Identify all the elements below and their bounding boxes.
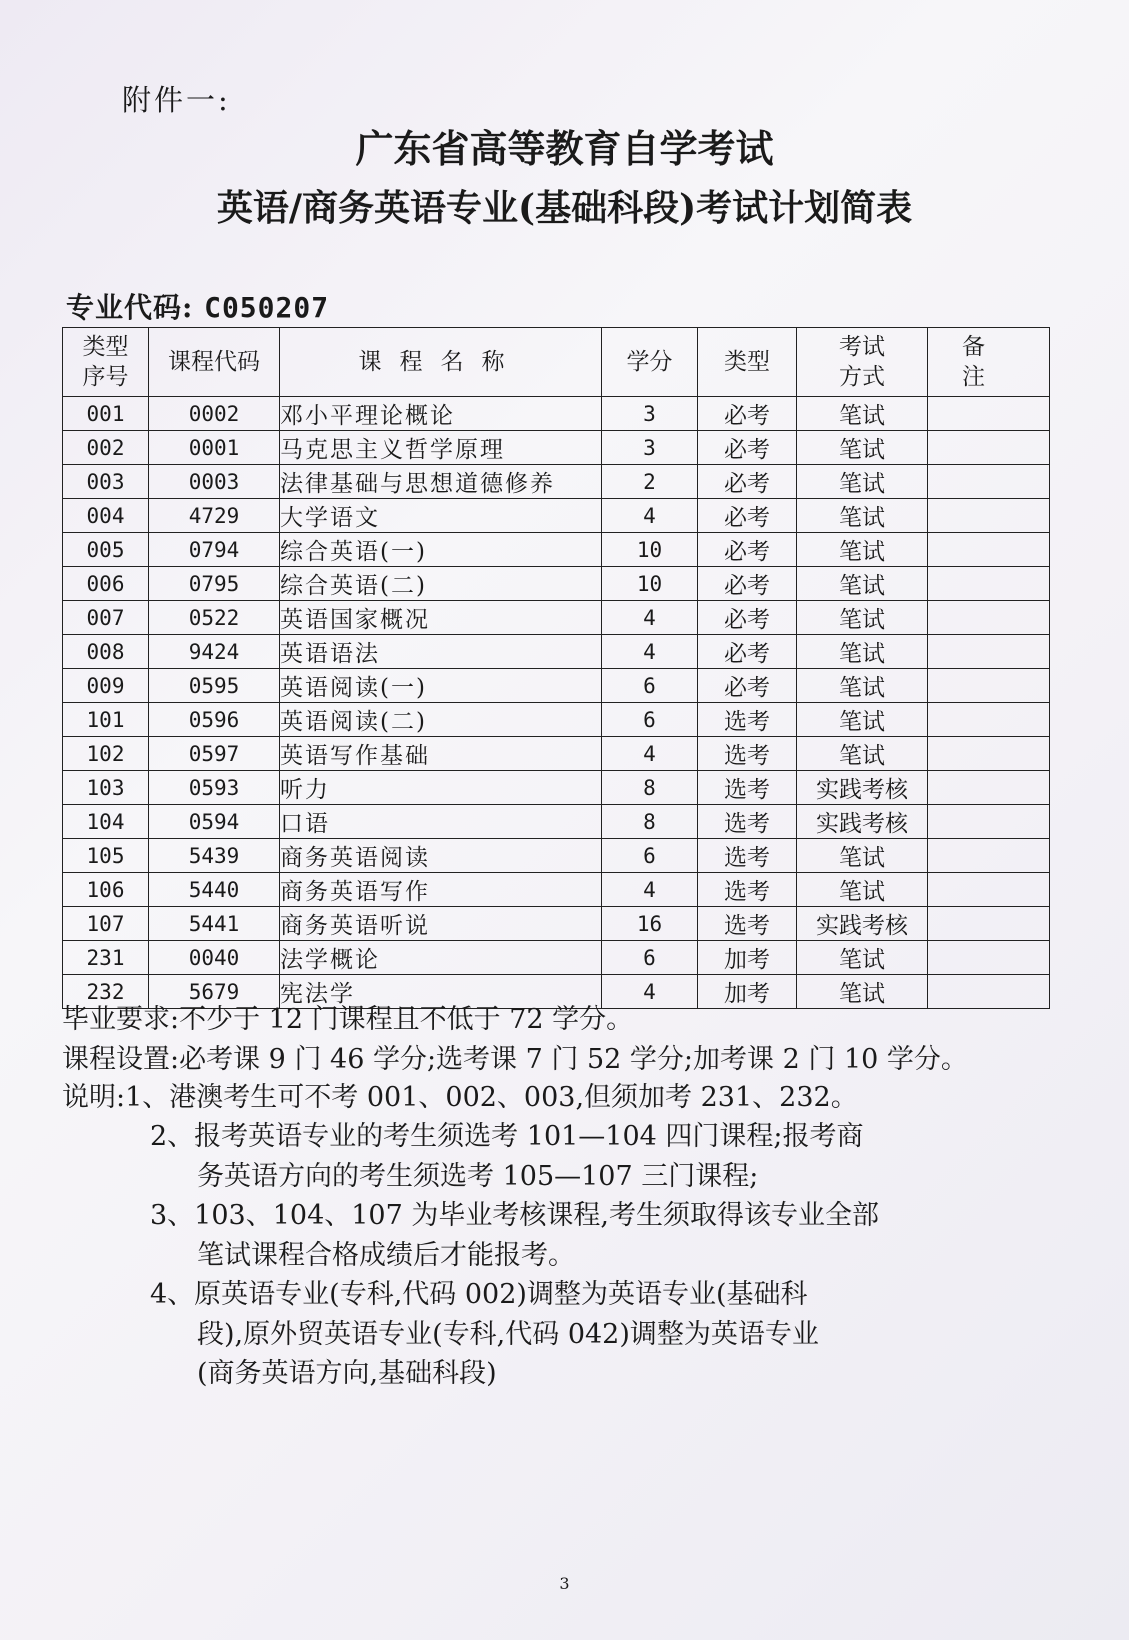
cell-course-name: 商务英语阅读 [280,839,602,873]
cell-remark [928,601,1050,635]
table-body [63,397,1050,1009]
major-code-label: 专业代码: [66,291,194,324]
cell-exam-method: 实践考核 [797,805,928,839]
cell-course-name: 邓小平理论概论 [280,397,602,431]
cell-type: 必考 [698,533,797,567]
note-1: 说明:1、港澳考生可不考 001、002、003,但须加考 231、232。 [62,1082,858,1113]
cell-course-code: 0596 [149,703,280,737]
cell-exam-method: 笔试 [797,839,928,873]
cell-course-code: 0795 [149,567,280,601]
cell-seq: 007 [63,601,149,635]
cell-remark [928,567,1050,601]
cell-course-name: 法学概论 [280,941,602,975]
table-row [63,567,1050,601]
cell-type: 必考 [698,635,797,669]
cell-exam-method: 笔试 [797,431,928,465]
cell-seq: 231 [63,941,149,975]
cell-credit: 4 [602,635,698,669]
cell-seq: 009 [63,669,149,703]
cell-seq: 005 [63,533,149,567]
cell-type: 选考 [698,907,797,941]
cell-course-name: 商务英语听说 [280,907,602,941]
cell-seq: 103 [63,771,149,805]
cell-credit: 4 [602,975,698,1009]
table-row [63,601,1050,635]
cell-seq: 002 [63,431,149,465]
cell-remark [928,805,1050,839]
cell-credit: 8 [602,771,698,805]
cell-type: 必考 [698,397,797,431]
col-header-exam [797,328,928,397]
cell-exam-method: 笔试 [797,737,928,771]
cell-course-code: 0597 [149,737,280,771]
table-row [63,635,1050,669]
cell-seq: 102 [63,737,149,771]
cell-credit: 6 [602,669,698,703]
cell-type: 必考 [698,669,797,703]
cell-type: 必考 [698,431,797,465]
page-number: 3 [559,1574,570,1593]
cell-course-name: 口语 [280,805,602,839]
cell-seq: 104 [63,805,149,839]
col-header-type: 类型 [698,328,797,397]
cell-course-code: 9424 [149,635,280,669]
major-code [66,286,329,326]
cell-course-code: 0595 [149,669,280,703]
cell-credit: 10 [602,567,698,601]
cell-credit: 4 [602,873,698,907]
cell-type: 选考 [698,703,797,737]
cell-remark [928,907,1050,941]
table-row [63,839,1050,873]
table-row [63,737,1050,771]
cell-course-name: 英语写作基础 [280,737,602,771]
cell-seq: 004 [63,499,149,533]
note-4-line-1: 4、原英语专业(专科,代码 002)调整为英语专业(基础科 [150,1279,808,1310]
cell-course-code: 5440 [149,873,280,907]
cell-exam-method: 笔试 [797,533,928,567]
cell-course-name: 英语阅读(二) [280,703,602,737]
cell-remark [928,703,1050,737]
table-row [63,499,1050,533]
cell-exam-method: 笔试 [797,873,928,907]
cell-seq: 106 [63,873,149,907]
cell-type: 选考 [698,873,797,907]
cell-type: 必考 [698,465,797,499]
cell-course-code: 0594 [149,805,280,839]
cell-seq: 003 [63,465,149,499]
exam-plan-table [62,327,1050,1009]
course-setting: 课程设置:必考课 9 门 46 学分;选考课 7 门 52 学分;加考课 2 门 10 学分。 [62,1044,968,1075]
cell-course-code: 5679 [149,975,280,1009]
table-row [63,397,1050,431]
cell-exam-method: 笔试 [797,635,928,669]
cell-exam-method: 笔试 [797,567,928,601]
col-header-seq-line2: 序号 [82,364,129,390]
cell-exam-method: 笔试 [797,975,928,1009]
cell-remark [928,499,1050,533]
cell-remark [928,839,1050,873]
cell-exam-method: 笔试 [797,397,928,431]
table-row [63,703,1050,737]
cell-type: 选考 [698,839,797,873]
cell-remark [928,465,1050,499]
cell-type: 选考 [698,805,797,839]
note-2-line-1: 2、报考英语专业的考生须选考 101—104 四门课程;报考商 [150,1121,864,1152]
cell-course-code: 5441 [149,907,280,941]
cell-type: 必考 [698,567,797,601]
cell-course-code: 0794 [149,533,280,567]
table-row [63,431,1050,465]
cell-credit: 8 [602,805,698,839]
cell-course-code: 0002 [149,397,280,431]
col-header-credit: 学分 [602,328,698,397]
col-header-seq-line1: 类型 [82,334,129,360]
table-row [63,669,1050,703]
cell-type: 加考 [698,941,797,975]
cell-exam-method: 笔试 [797,669,928,703]
cell-type: 必考 [698,499,797,533]
cell-course-code: 0001 [149,431,280,465]
cell-remark [928,533,1050,567]
cell-remark [928,635,1050,669]
cell-exam-method: 实践考核 [797,771,928,805]
table-row [63,873,1050,907]
cell-course-name: 马克思主义哲学原理 [280,431,602,465]
cell-remark [928,771,1050,805]
cell-credit: 4 [602,601,698,635]
graduation-requirement: 毕业要求:不少于 12 门课程且不低于 72 学分。 [62,1004,634,1035]
cell-credit: 2 [602,465,698,499]
cell-course-name: 听力 [280,771,602,805]
cell-course-name: 英语国家概况 [280,601,602,635]
table-row [63,805,1050,839]
document-title: 广东省高等教育自学考试 [355,126,774,171]
cell-seq: 006 [63,567,149,601]
col-header-name: 课程名称 [280,328,602,397]
cell-type: 必考 [698,601,797,635]
cell-remark [928,397,1050,431]
cell-exam-method: 笔试 [797,703,928,737]
cell-type: 选考 [698,737,797,771]
table-row [63,465,1050,499]
cell-course-name: 综合英语(一) [280,533,602,567]
cell-type: 选考 [698,771,797,805]
document-subtitle: 英语/商务英语专业(基础科段)考试计划简表 [216,187,913,229]
table-header-row [63,328,1050,397]
cell-remark [928,669,1050,703]
note-2-line-2: 务英语方向的考生须选考 105—107 三门课程; [197,1161,759,1192]
note-4-line-2: 段),原外贸英语专业(专科,代码 042)调整为英语专业 [197,1319,819,1350]
table-row [63,941,1050,975]
table-row [63,533,1050,567]
cell-type: 加考 [698,975,797,1009]
cell-exam-method: 笔试 [797,601,928,635]
cell-credit: 6 [602,941,698,975]
cell-course-name: 商务英语写作 [280,873,602,907]
cell-credit: 6 [602,703,698,737]
cell-course-code: 0003 [149,465,280,499]
cell-seq: 001 [63,397,149,431]
cell-exam-method: 笔试 [797,941,928,975]
cell-course-code: 0040 [149,941,280,975]
col-header-seq [63,328,149,397]
cell-course-name: 综合英语(二) [280,567,602,601]
col-header-code: 课程代码 [149,328,280,397]
cell-seq: 105 [63,839,149,873]
cell-credit: 10 [602,533,698,567]
cell-remark [928,873,1050,907]
cell-seq: 008 [63,635,149,669]
col-header-exam-line1: 考试 [839,334,885,360]
col-header-remark: 备 注 [928,328,1050,397]
cell-course-name: 英语语法 [280,635,602,669]
note-3-line-2: 笔试课程合格成绩后才能报考。 [197,1240,575,1271]
cell-seq: 101 [63,703,149,737]
cell-course-code: 5439 [149,839,280,873]
cell-course-code: 0522 [149,601,280,635]
note-4-line-3: (商务英语方向,基础科段) [197,1358,497,1389]
cell-exam-method: 实践考核 [797,907,928,941]
cell-remark [928,431,1050,465]
table-row [63,771,1050,805]
attachment-label: 附件一: [122,83,231,117]
cell-course-code: 0593 [149,771,280,805]
cell-remark [928,941,1050,975]
note-3-line-1: 3、103、104、107 为毕业考核课程,考生须取得该专业全部 [150,1200,879,1231]
cell-credit: 4 [602,499,698,533]
cell-course-name: 英语阅读(一) [280,669,602,703]
col-header-exam-line2: 方式 [839,364,885,390]
cell-credit: 3 [602,431,698,465]
cell-course-name: 大学语文 [280,499,602,533]
cell-credit: 16 [602,907,698,941]
cell-credit: 3 [602,397,698,431]
cell-remark [928,975,1050,1009]
major-code-value: C050207 [204,291,330,324]
cell-seq: 232 [63,975,149,1009]
cell-credit: 6 [602,839,698,873]
cell-exam-method: 笔试 [797,465,928,499]
table-row [63,907,1050,941]
cell-credit: 4 [602,737,698,771]
cell-course-code: 4729 [149,499,280,533]
cell-exam-method: 笔试 [797,499,928,533]
cell-course-name: 法律基础与思想道德修养 [280,465,602,499]
cell-remark [928,737,1050,771]
cell-course-name: 宪法学 [280,975,602,1009]
cell-seq: 107 [63,907,149,941]
